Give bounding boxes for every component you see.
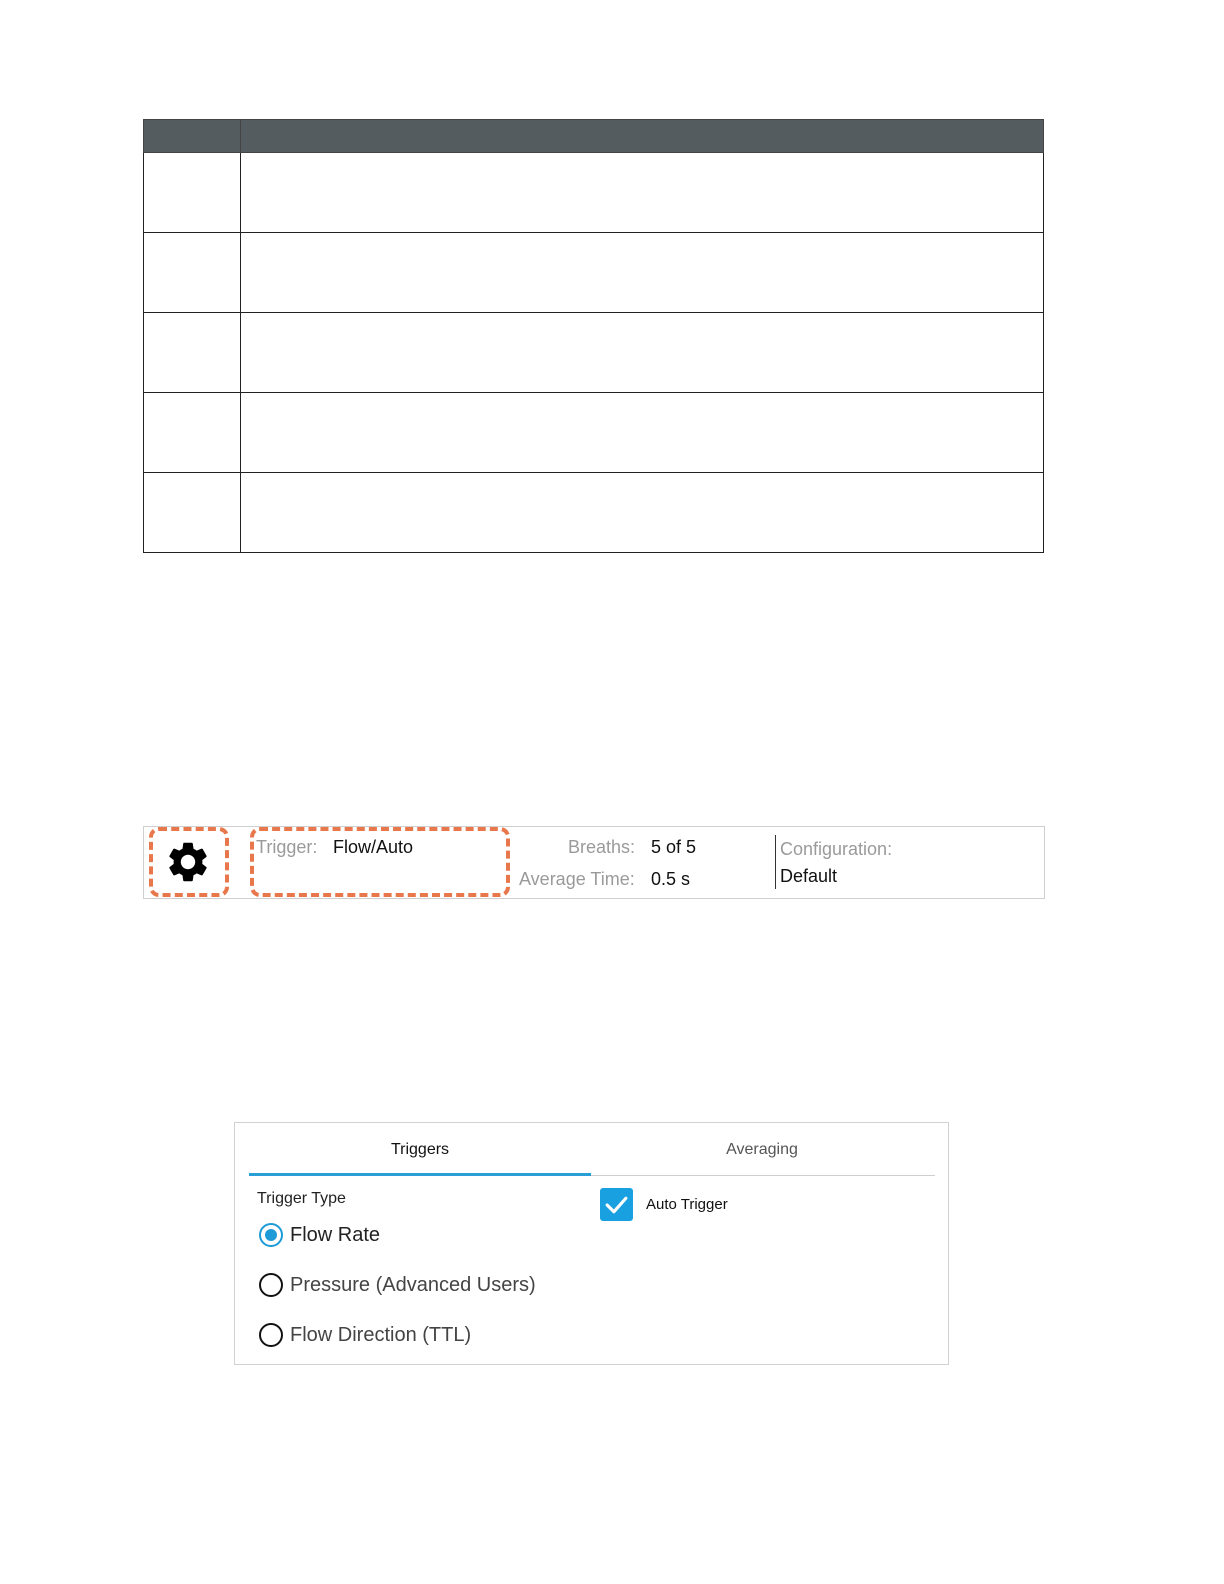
table-row xyxy=(144,233,1044,313)
configuration-label: Configuration: xyxy=(780,839,893,859)
table-cell xyxy=(144,473,241,553)
average-time-label: Average Time: xyxy=(519,869,635,889)
info-table xyxy=(143,119,1044,553)
table-cell xyxy=(241,233,1044,313)
radio-unselected-icon[interactable] xyxy=(259,1323,283,1347)
radio-label: Flow Rate xyxy=(290,1223,381,1246)
gear-icon[interactable] xyxy=(164,838,212,886)
table-header-row xyxy=(144,120,1044,153)
table-row xyxy=(144,153,1044,233)
tab-triggers[interactable]: Triggers xyxy=(390,1141,450,1158)
radio-label: Pressure (Advanced Users) xyxy=(290,1273,536,1296)
table-cell xyxy=(241,313,1044,393)
configuration-value: Default xyxy=(780,866,838,886)
trigger-label: Trigger: xyxy=(256,837,318,857)
table-header-cell xyxy=(241,120,1044,153)
table-cell xyxy=(241,473,1044,553)
radio-unselected-icon[interactable] xyxy=(259,1273,283,1297)
table-cell xyxy=(144,393,241,473)
trigger-type-title: Trigger Type xyxy=(257,1190,346,1207)
table-row xyxy=(144,473,1044,553)
table-cell xyxy=(144,233,241,313)
table-cell xyxy=(241,393,1044,473)
table-cell xyxy=(144,153,241,233)
table-cell xyxy=(144,313,241,393)
checkmark-icon xyxy=(604,1192,629,1217)
table-header-cell xyxy=(144,120,241,153)
radio-flow-rate[interactable] xyxy=(259,1220,380,1250)
table-cell xyxy=(241,153,1044,233)
trigger-value[interactable]: Flow/Auto xyxy=(333,837,414,857)
radio-flow-direction[interactable] xyxy=(259,1320,471,1350)
breaths-value: 5 of 5 xyxy=(651,837,697,857)
table-row xyxy=(144,393,1044,473)
table-row xyxy=(144,313,1044,393)
trigger-settings-panel xyxy=(234,1122,949,1365)
status-divider xyxy=(775,835,776,889)
status-bar xyxy=(143,826,1045,899)
breaths-label: Breaths: xyxy=(568,837,636,857)
active-tab-indicator xyxy=(249,1173,591,1176)
average-time-value: 0.5 s xyxy=(651,869,691,889)
auto-trigger-checkbox[interactable] xyxy=(600,1188,633,1221)
auto-trigger-label: Auto Trigger xyxy=(646,1196,728,1213)
radio-selected-icon[interactable] xyxy=(259,1223,283,1247)
radio-pressure[interactable] xyxy=(259,1270,536,1300)
tab-averaging[interactable]: Averaging xyxy=(726,1141,798,1158)
radio-label: Flow Direction (TTL) xyxy=(290,1323,472,1346)
